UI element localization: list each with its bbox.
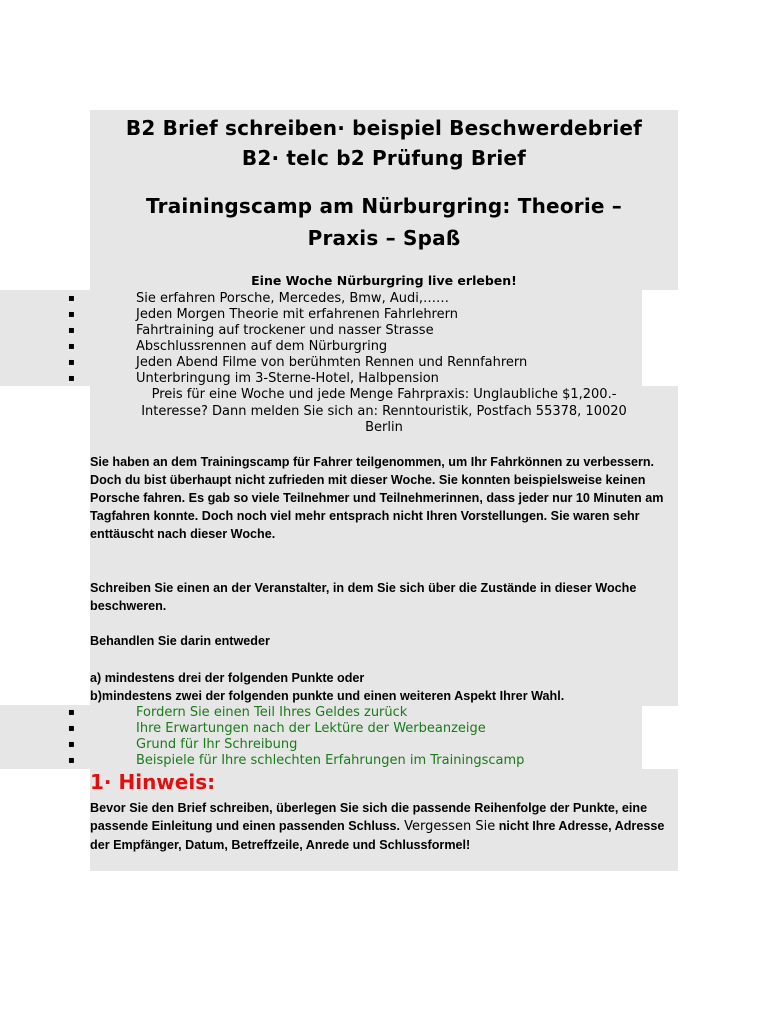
list-item-text: Sie erfahren Porsche, Mercedes, Bmw, Audi,…… [136, 291, 449, 306]
bullet-icon: ▪ [68, 723, 75, 734]
contact-city: Berlin [365, 420, 403, 435]
bullet-icon: ▪ [68, 325, 75, 336]
hint-text-part2: Vergessen Sie [400, 819, 496, 834]
bullet-icon: ▪ [68, 373, 75, 384]
task-paragraph-3: Behandlen Sie darin entweder [90, 634, 270, 648]
list-item-text: Jeden Morgen Theorie mit erfahrenen Fahrlehrern [136, 307, 458, 322]
list-item-text: Unterbringung im 3-Sterne-Hotel, Halbpension [136, 371, 439, 386]
option-a: a) mindestens drei der folgenden Punkte oder [90, 671, 365, 685]
list-item-text: Grund für Ihr Schreibung [136, 737, 298, 752]
bullet-icon: ▪ [68, 755, 75, 766]
contact-line: Interesse? Dann melden Sie sich an: Renntouristik, Postfach 55378, 10020 [141, 403, 627, 419]
list-item [0, 737, 524, 753]
list-item [0, 323, 527, 339]
list-item [0, 371, 527, 387]
list-item [0, 355, 527, 371]
bullet-icon: ▪ [68, 739, 75, 750]
list-item [0, 291, 527, 307]
list-item [0, 705, 524, 721]
page-title: B2 Brief schreiben· beispiel Beschwerdebrief [125, 116, 643, 140]
list-item-text: Abschlussrennen auf dem Nürburgring [136, 339, 388, 354]
bullet-icon: ▪ [68, 357, 75, 368]
bullet-icon: ▪ [68, 293, 75, 304]
list-item-text: Jeden Abend Filme von berühmten Rennen und Rennfahrern [136, 355, 528, 370]
hint-text-part3: nicht Ihre Adresse, Adresse der Empfänger, Datum, Betreffzeile, Anrede und Schlussformel! [90, 819, 665, 852]
option-b: b)mindestens zwei der folgenden punkte und einen weiteren Aspekt Ihrer Wahl. [90, 689, 565, 703]
task-paragraph-1: Sie haben an dem Trainingscamp für Fahrer teilgenommen, um Ihr Fahrkönnen zu verbessern. Doch du bist überhaupt nicht zufrieden mit dieser Woche. Sie konnten beispielsweise keinen Porsche fahren. Es gab so viele Teilnehmer und Teilnehmerinnen, dass jeder nur 10 Minuten am Tagfahren konnte. Doch noch viel mehr entsprach nicht Ihren Vorstellungen. Sie waren sehr enttäuscht nach dieser Woche. [90, 455, 664, 541]
hint-title: 1· Hinweis: [90, 770, 216, 794]
bullet-icon: ▪ [68, 707, 75, 718]
ad-title-line2: Praxis – Spaß [307, 226, 461, 250]
bullet-icon: ▪ [68, 341, 75, 352]
list-item-text: Beispiele für Ihre schlechten Erfahrungen im Trainingscamp [136, 753, 525, 768]
list-item [0, 307, 527, 323]
bullet-icon: ▪ [68, 309, 75, 320]
list-item [0, 339, 527, 355]
price-line: Preis für eine Woche und jede Menge Fahrpraxis: Unglaubliche $1,200.- [151, 387, 617, 402]
ad-headline: Eine Woche Nürburgring live erleben! [251, 273, 517, 288]
ad-feature-list [0, 291, 527, 387]
list-item-text: Fahrtraining auf trockener und nasser Strasse [136, 323, 434, 338]
page-title-line2: B2· telc b2 Prüfung Brief [241, 146, 527, 170]
list-item [0, 721, 524, 737]
list-item-text: Fordern Sie einen Teil Ihres Geldes zurück [136, 705, 408, 720]
hint-text-part1: Bevor Sie den Brief schreiben, überlegen Sie sich die passende Reihenfolge der Punkte, eine passende Einleitung und einen passenden Schluss. [90, 801, 648, 833]
task-paragraph-2: Schreiben Sie einen an der Veranstalter, in dem Sie sich über die Zustände in dieser Woche beschweren. [90, 581, 637, 613]
list-item [0, 753, 524, 769]
ad-title: Trainingscamp am Nürburgring: Theorie – [145, 194, 623, 218]
price-info [90, 387, 678, 437]
task-points-list [0, 705, 524, 769]
list-item-text: Ihre Erwartungen nach der Lektüre der Werbeanzeige [136, 721, 486, 736]
hint-text [90, 799, 680, 854]
task-options [90, 669, 680, 705]
